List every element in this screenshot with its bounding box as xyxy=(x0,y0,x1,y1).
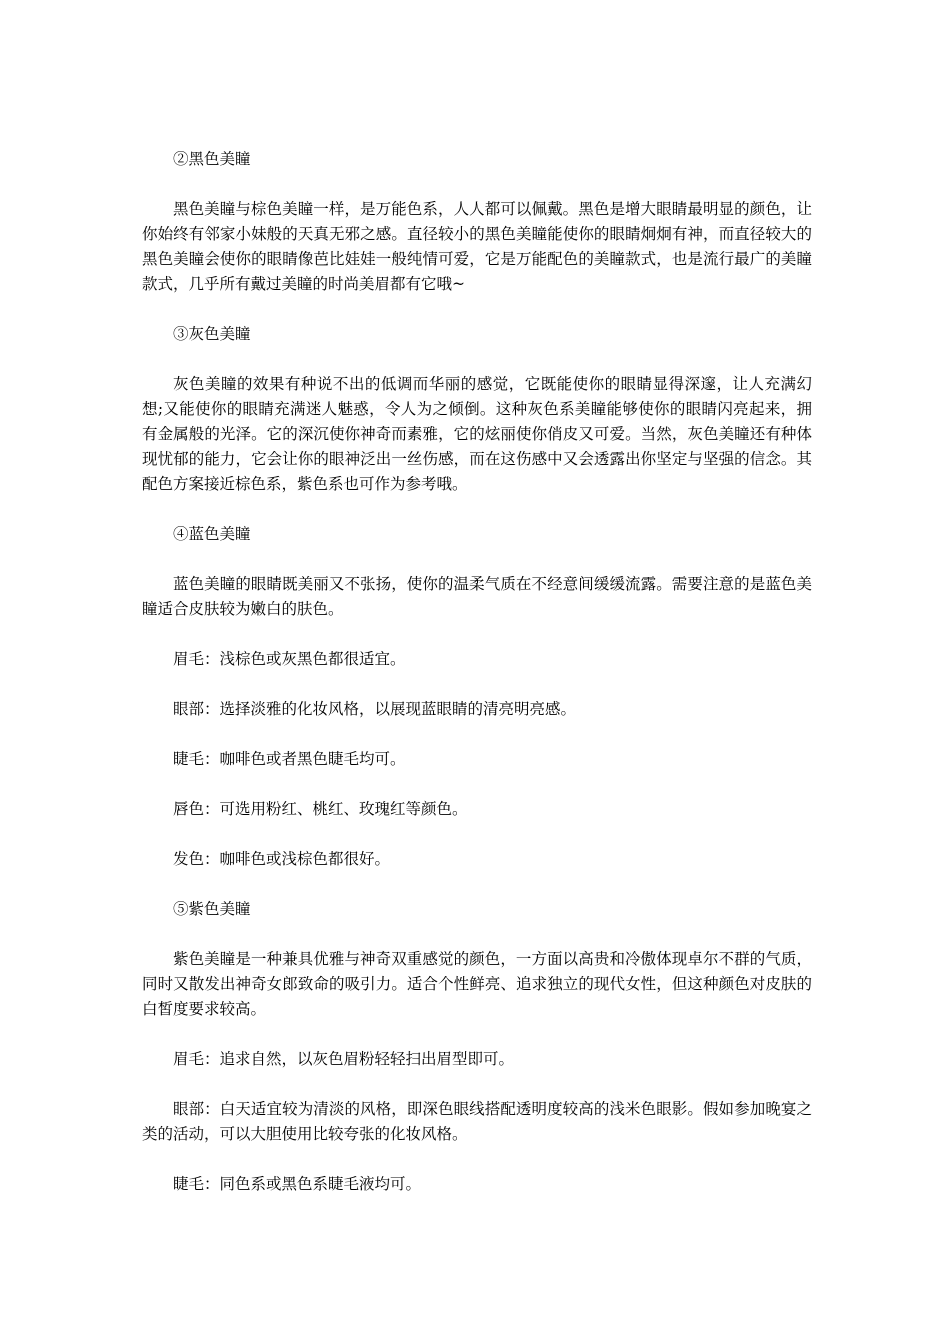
paragraph-purple-description: 紫色美瞳是一种兼具优雅与神奇双重感觉的颜色，一方面以高贵和冷傲体现卓尔不群的气质，同时又散发出神奇女郎致命的吸引力。适合个性鲜亮、追求独立的现代女性，但这种颜色对皮肤的白皙度要求较高。 xyxy=(142,950,812,1018)
section-heading-purple: ⑤紫色美瞳 xyxy=(173,900,251,918)
paragraph-gray-description: 灰色美瞳的效果有种说不出的低调而华丽的感觉，它既能使你的眼睛显得深邃，让人充满幻想;又能使你的眼睛充满迷人魅惑，令人为之倾倒。这种灰色系美瞳能够使你的眼睛闪亮起来，拥有金属般的光泽。它的深沉使你神奇而素雅，它的炫丽使你俏皮又可爱。当然，灰色美瞳还有种体现忧郁的能力，它会让你的眼神泛出一丝伤感，而在这伤感中又会透露出你坚定与坚强的信念。其配色方案接近棕色系，紫色系也可作为参考哦。 xyxy=(142,375,812,493)
section-heading-gray: ③灰色美瞳 xyxy=(173,325,251,343)
paragraph-black-description: 黑色美瞳与棕色美瞳一样，是万能色系，人人都可以佩戴。黑色是增大眼睛最明显的颜色，让你始终有邻家小妹般的天真无邪之感。直径较小的黑色美瞳能使你的眼睛炯炯有神，而直径较大的黑色美瞳会使你的眼睛像芭比娃娃一般纯情可爱，它是万能配色的美瞳款式，也是流行最广的美瞳款式，几乎所有戴过美瞳的时尚美眉都有它哦~ xyxy=(142,200,812,293)
paragraph-blue-eyebrows: 眉毛：浅棕色或灰黑色都很适宜。 xyxy=(173,650,406,668)
paragraph-blue-hair: 发色：咖啡色或浅棕色都很好。 xyxy=(173,850,391,868)
document-page xyxy=(142,147,812,1222)
paragraph-blue-lashes: 睫毛：咖啡色或者黑色睫毛均可。 xyxy=(173,750,406,768)
paragraph-blue-eyes: 眼部：选择淡雅的化妆风格，以展现蓝眼睛的清亮明亮感。 xyxy=(173,700,577,718)
paragraph-blue-description: 蓝色美瞳的眼睛既美丽又不张扬，使你的温柔气质在不经意间缓缓流露。需要注意的是蓝色美瞳适合皮肤较为嫩白的肤色。 xyxy=(142,575,812,618)
paragraph-purple-eyes: 眼部：白天适宜较为清淡的风格，即深色眼线搭配透明度较高的浅米色眼影。假如参加晚宴之类的活动，可以大胆使用比较夸张的化妆风格。 xyxy=(142,1100,812,1143)
paragraph-purple-eyebrows: 眉毛：追求自然，以灰色眉粉轻轻扫出眉型即可。 xyxy=(173,1050,515,1068)
section-heading-black: ②黑色美瞳 xyxy=(173,150,251,168)
paragraph-purple-lashes: 睫毛：同色系或黑色系睫毛液均可。 xyxy=(173,1175,422,1193)
paragraph-blue-lips: 唇色：可选用粉红、桃红、玫瑰红等颜色。 xyxy=(173,800,468,818)
section-heading-blue: ④蓝色美瞳 xyxy=(173,525,251,543)
